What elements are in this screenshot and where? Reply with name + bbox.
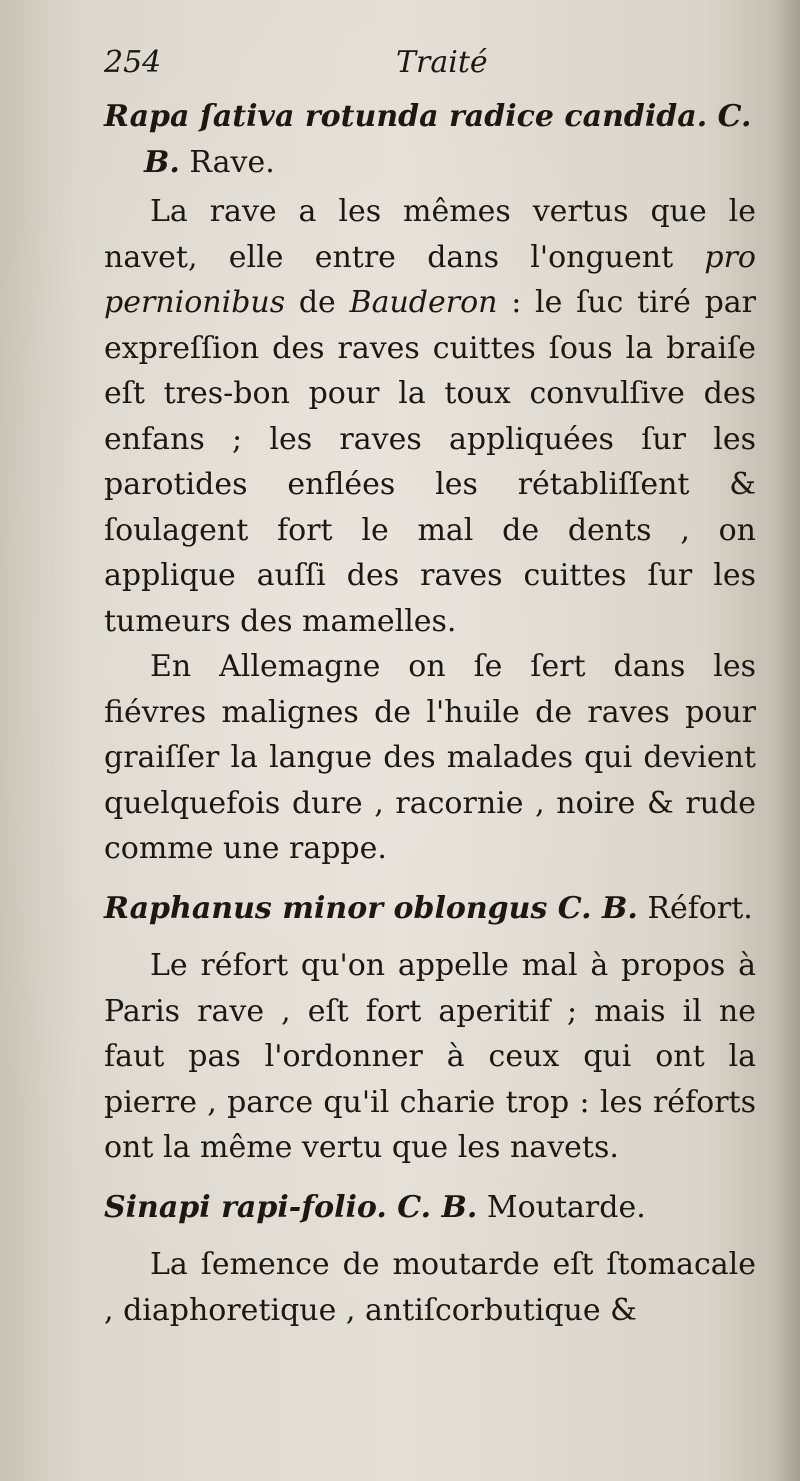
entry-heading-refort xyxy=(104,886,756,932)
entry-heading-rave xyxy=(104,94,756,185)
paragraph-text: La rave a les mêmes vertus que le navet, elle entre dans l'onguent xyxy=(104,194,756,275)
paragraph-rave-1 xyxy=(104,189,756,644)
common-name: Rave. xyxy=(179,144,275,180)
paragraph-moutarde-1: La ſemence de moutarde eſt ſtomacale , diaphoretique , antiſcorbutique & xyxy=(104,1247,756,1328)
running-header xyxy=(104,38,756,94)
common-name: Réfort. xyxy=(637,890,753,926)
page-gutter-shadow xyxy=(774,0,800,1481)
paragraph-text: de xyxy=(285,285,350,320)
running-title: Traité xyxy=(396,45,488,80)
page-number: 254 xyxy=(104,45,162,80)
heading-continuation xyxy=(104,140,756,186)
common-name: Moutarde. xyxy=(477,1189,646,1225)
latin-name: Raphanus minor oblongus C. B. xyxy=(104,890,638,926)
italic-term: pro pernionibus xyxy=(104,239,756,320)
paragraph-rave-2: En Allemagne on ſe ſert dans les fiévres malignes de l'huile de raves pour graiſſer la langue des malades qui devient quelquefois dure , racornie , noire & rude comme une rappe. xyxy=(104,649,756,866)
italic-author: Bauderon xyxy=(349,285,498,320)
paragraph-refort-1: Le réfort qu'on appelle mal à propos à Paris rave , eſt fort aperitif ; mais il ne faut pas l'ordonner à ceux qui ont la pierre , parce qu'il charie trop : les réforts ont la même vertu que les navets. xyxy=(104,948,756,1165)
latin-name-cont: B. xyxy=(144,144,180,180)
page-content xyxy=(104,38,756,1333)
latin-name: Rapa ſativa rotunda radice candida. C. xyxy=(104,99,752,134)
paragraph-text: : le ſuc tiré par expreſſion des raves cuittes ſous la braiſe eſt tres-bon pour la toux convulſive des enfans ; les raves appliquées ſur les parotides enflées les rétabliſſent & ſoulagent fort le mal de dents , on applique auſſi des raves cuittes ſur les tumeurs des mamelles. xyxy=(104,285,756,639)
entry-heading-moutarde xyxy=(104,1185,756,1231)
latin-name: Sinapi rapi-folio. C. B. xyxy=(104,1189,478,1225)
